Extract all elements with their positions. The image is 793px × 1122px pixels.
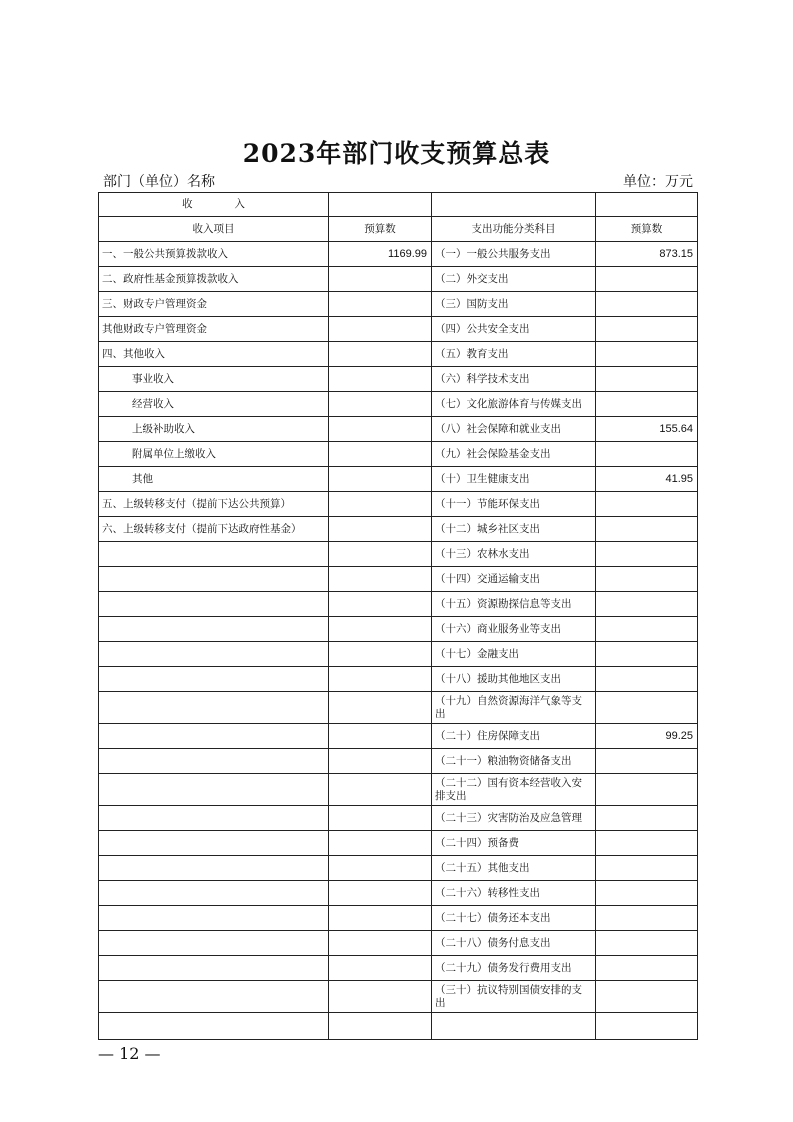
- table-row: [99, 317, 698, 342]
- income-item-cell: 四、其他收入: [99, 342, 329, 367]
- income-item-cell: 二、政府性基金预算拨款收入: [99, 267, 329, 292]
- expense-item-cell: （七）文化旅游体育与传媒支出: [432, 392, 596, 417]
- income-amount-cell: [329, 1013, 432, 1040]
- expense-amount-cell: [596, 906, 698, 931]
- income-amount-cell: [329, 492, 432, 517]
- expense-item-cell: （十五）资源勘探信息等支出: [432, 592, 596, 617]
- table-row: [99, 692, 698, 724]
- table-row: [99, 467, 698, 492]
- income-amount-cell: [329, 642, 432, 667]
- table-row: [99, 724, 698, 749]
- income-item-cell: 其他财政专户管理资金: [99, 317, 329, 342]
- expense-amount-cell: [596, 806, 698, 831]
- income-amount-cell: [329, 292, 432, 317]
- expense-amount-cell: [596, 267, 698, 292]
- expense-item-cell: （三）国防支出: [432, 292, 596, 317]
- expense-item-cell: （十七）金融支出: [432, 642, 596, 667]
- expense-item-cell: （二十六）转移性支出: [432, 881, 596, 906]
- income-amount-cell: [329, 367, 432, 392]
- income-amount-cell: [329, 342, 432, 367]
- expense-item-cell: （十四）交通运输支出: [432, 567, 596, 592]
- income-amount-cell: [329, 617, 432, 642]
- expense-item-cell: （八）社会保障和就业支出: [432, 417, 596, 442]
- income-amount-cell: [329, 831, 432, 856]
- section-header-row: [99, 193, 698, 217]
- expense-amount-cell: [596, 367, 698, 392]
- income-item-cell: [99, 667, 329, 692]
- expense-item-cell: （九）社会保险基金支出: [432, 442, 596, 467]
- income-item-cell: [99, 931, 329, 956]
- table-row: [99, 567, 698, 592]
- expense-item-cell: （六）科学技术支出: [432, 367, 596, 392]
- expense-amount-cell: [596, 492, 698, 517]
- table-row: [99, 956, 698, 981]
- table-row: [99, 492, 698, 517]
- expense-section-header: [432, 193, 596, 217]
- income-amount-cell: [329, 724, 432, 749]
- expense-amount-cell: [596, 881, 698, 906]
- expense-amount-cell: [596, 642, 698, 667]
- expense-amount-cell: 155.64: [596, 417, 698, 442]
- expense-amount-header: 预算数: [596, 217, 698, 242]
- table-row: [99, 267, 698, 292]
- table-row: [99, 856, 698, 881]
- income-amount-cell: 1169.99: [329, 242, 432, 267]
- expense-item-cell: （二十七）债务还本支出: [432, 906, 596, 931]
- page-number: — 12 —: [98, 1044, 161, 1063]
- expense-item-cell: [432, 1013, 596, 1040]
- table-row: [99, 1013, 698, 1040]
- expense-item-cell: （二十五）其他支出: [432, 856, 596, 881]
- expense-amount-cell: [596, 317, 698, 342]
- income-item-cell: [99, 981, 329, 1013]
- income-item-header: 收入项目: [99, 217, 329, 242]
- budget-table: [98, 192, 698, 1040]
- income-item-cell: [99, 692, 329, 724]
- expense-amount-cell: [596, 931, 698, 956]
- expense-item-cell: （二）外交支出: [432, 267, 596, 292]
- expense-item-cell: （十二）城乡社区支出: [432, 517, 596, 542]
- income-section-header: 收 入: [99, 193, 329, 217]
- income-item-cell: [99, 567, 329, 592]
- income-item-cell: 上级补助收入: [99, 417, 329, 442]
- income-item-cell: 六、上级转移支付（提前下达政府性基金）: [99, 517, 329, 542]
- expense-amount-cell: [596, 592, 698, 617]
- income-amount-cell: [329, 667, 432, 692]
- unit-label: 单位：万元: [623, 174, 693, 190]
- expense-amount-cell: [596, 749, 698, 774]
- income-item-cell: 三、财政专户管理资金: [99, 292, 329, 317]
- expense-item-cell: （十三）农林水支出: [432, 542, 596, 567]
- expense-amount-cell: 99.25: [596, 724, 698, 749]
- income-amount-cell: [329, 856, 432, 881]
- income-item-cell: [99, 1013, 329, 1040]
- expense-amount-cell: [596, 831, 698, 856]
- income-amount-cell: [329, 806, 432, 831]
- expense-item-cell: （四）公共安全支出: [432, 317, 596, 342]
- expense-item-cell: （二十四）预备费: [432, 831, 596, 856]
- expense-item-cell: （十一）节能环保支出: [432, 492, 596, 517]
- expense-item-header: 支出功能分类科目: [432, 217, 596, 242]
- table-row: [99, 292, 698, 317]
- department-label: 部门（单位）名称: [103, 174, 215, 190]
- table-row: [99, 417, 698, 442]
- expense-amount-cell: [596, 667, 698, 692]
- income-item-cell: 事业收入: [99, 367, 329, 392]
- table-row: [99, 667, 698, 692]
- expense-amount-cell: [596, 392, 698, 417]
- table-row: [99, 442, 698, 467]
- income-amount-cell: [329, 567, 432, 592]
- income-amount-cell: [329, 442, 432, 467]
- expense-item-cell: （五）教育支出: [432, 342, 596, 367]
- expense-amount-cell: [596, 567, 698, 592]
- table-row: [99, 367, 698, 392]
- expense-amount-cell: [596, 342, 698, 367]
- table-row: [99, 774, 698, 806]
- table-row: [99, 881, 698, 906]
- income-item-cell: [99, 542, 329, 567]
- page-title: 2023年部门收支预算总表: [242, 139, 551, 168]
- expense-amount-cell: [596, 856, 698, 881]
- income-item-cell: 附属单位上缴收入: [99, 442, 329, 467]
- income-item-cell: [99, 956, 329, 981]
- income-item-cell: [99, 642, 329, 667]
- expense-item-cell: （十六）商业服务业等支出: [432, 617, 596, 642]
- income-item-cell: [99, 806, 329, 831]
- expense-amount-cell: [596, 517, 698, 542]
- income-item-cell: [99, 831, 329, 856]
- income-item-cell: [99, 906, 329, 931]
- income-amount-cell: [329, 774, 432, 806]
- table-row: [99, 831, 698, 856]
- expense-item-cell: （二十）住房保障支出: [432, 724, 596, 749]
- income-item-cell: [99, 724, 329, 749]
- table-row: [99, 931, 698, 956]
- table-row: [99, 906, 698, 931]
- table-row: [99, 617, 698, 642]
- expense-item-cell: （三十）抗议特别国债安排的支出: [432, 981, 596, 1013]
- income-amount-cell: [329, 981, 432, 1013]
- income-amount-header: 预算数: [329, 217, 432, 242]
- table-row: [99, 542, 698, 567]
- expense-amount-cell: [596, 692, 698, 724]
- income-item-cell: 其他: [99, 467, 329, 492]
- expense-amount-cell: [596, 774, 698, 806]
- income-amount-cell: [329, 931, 432, 956]
- income-amount-cell: [329, 749, 432, 774]
- income-amount-cell: [329, 906, 432, 931]
- table-row: [99, 517, 698, 542]
- expense-amount-cell: 41.95: [596, 467, 698, 492]
- income-amount-cell: [329, 692, 432, 724]
- income-item-cell: [99, 592, 329, 617]
- income-item-cell: [99, 774, 329, 806]
- expense-amount-cell: [596, 981, 698, 1013]
- table-row: [99, 642, 698, 667]
- income-amount-cell: [329, 417, 432, 442]
- expense-amount-cell: [596, 292, 698, 317]
- column-header-row: [99, 217, 698, 242]
- income-item-cell: [99, 749, 329, 774]
- table-row: [99, 749, 698, 774]
- income-item-cell: 经营收入: [99, 392, 329, 417]
- income-item-cell: 一、一般公共预算拨款收入: [99, 242, 329, 267]
- expense-item-cell: （一）一般公共服务支出: [432, 242, 596, 267]
- income-amount-cell: [329, 542, 432, 567]
- expense-amount-cell: [596, 1013, 698, 1040]
- table-row: [99, 806, 698, 831]
- income-amount-cell: [329, 317, 432, 342]
- expense-amount-cell: [596, 542, 698, 567]
- table-row: [99, 592, 698, 617]
- expense-item-cell: （十八）援助其他地区支出: [432, 667, 596, 692]
- expense-amount-cell: [596, 617, 698, 642]
- income-amount-cell: [329, 517, 432, 542]
- expense-item-cell: （二十八）债务付息支出: [432, 931, 596, 956]
- expense-item-cell: （二十三）灾害防治及应急管理: [432, 806, 596, 831]
- income-amount-cell: [329, 592, 432, 617]
- income-item-cell: [99, 881, 329, 906]
- expense-amount-cell: [596, 956, 698, 981]
- expense-item-cell: （二十二）国有资本经营收入安排支出: [432, 774, 596, 806]
- expense-item-cell: （二十一）粮油物资储备支出: [432, 749, 596, 774]
- income-item-cell: [99, 617, 329, 642]
- income-amount-cell: [329, 467, 432, 492]
- income-amount-cell: [329, 881, 432, 906]
- income-amount-cell: [329, 267, 432, 292]
- expense-item-cell: （十九）自然资源海洋气象等支出: [432, 692, 596, 724]
- expense-item-cell: （二十九）债务发行费用支出: [432, 956, 596, 981]
- income-amount-cell: [329, 956, 432, 981]
- expense-item-cell: （十）卫生健康支出: [432, 467, 596, 492]
- table-row: [99, 342, 698, 367]
- budget-table-body: [99, 193, 698, 1040]
- expense-section-spacer: [596, 193, 698, 217]
- expense-amount-cell: [596, 442, 698, 467]
- expense-amount-cell: 873.15: [596, 242, 698, 267]
- table-row: [99, 392, 698, 417]
- income-section-spacer: [329, 193, 432, 217]
- table-row: [99, 242, 698, 267]
- income-amount-cell: [329, 392, 432, 417]
- income-item-cell: [99, 856, 329, 881]
- table-row: [99, 981, 698, 1013]
- income-item-cell: 五、上级转移支付（提前下达公共预算）: [99, 492, 329, 517]
